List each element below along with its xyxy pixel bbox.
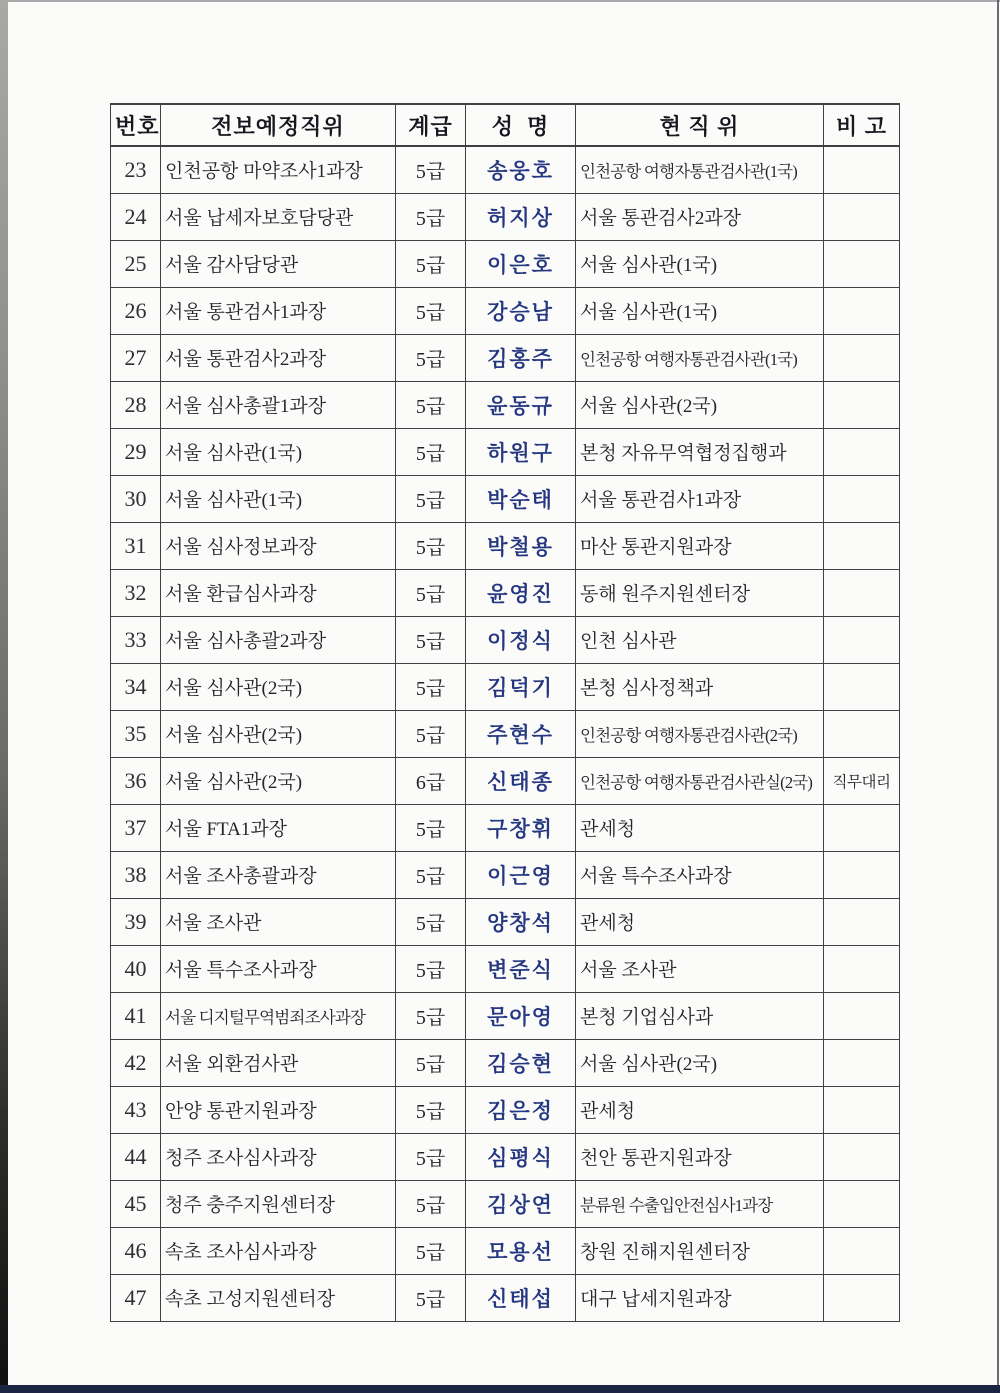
cell-note: 직무대리 — [824, 757, 900, 804]
cell-new-position: 서울 조사총괄과장 — [161, 851, 396, 898]
cell-no: 44 — [111, 1133, 161, 1180]
cell-name: 주현수 — [466, 710, 576, 757]
cell-rank: 5급 — [396, 1133, 466, 1180]
table-row — [111, 992, 900, 1039]
cell-current-position: 창원 진해지원센터장 — [576, 1227, 824, 1274]
cell-new-position: 서울 통관검사1과장 — [161, 287, 396, 334]
cell-name: 문아영 — [466, 992, 576, 1039]
table-row — [111, 1274, 900, 1321]
table-row — [111, 146, 900, 193]
cell-new-position: 안양 통관지원과장 — [161, 1086, 396, 1133]
cell-note — [824, 945, 900, 992]
table-row — [111, 710, 900, 757]
cell-rank: 5급 — [396, 851, 466, 898]
cell-current-position: 서울 심사관(2국) — [576, 381, 824, 428]
cell-note — [824, 616, 900, 663]
cell-note — [824, 569, 900, 616]
table-row — [111, 1227, 900, 1274]
cell-current-position: 서울 통관검사2과장 — [576, 193, 824, 240]
cell-note — [824, 193, 900, 240]
cell-current-position: 관세청 — [576, 898, 824, 945]
cell-name: 양창석 — [466, 898, 576, 945]
cell-note — [824, 851, 900, 898]
cell-name: 강승남 — [466, 287, 576, 334]
cell-new-position: 서울 심사관(2국) — [161, 663, 396, 710]
cell-note — [824, 240, 900, 287]
cell-name: 변준식 — [466, 945, 576, 992]
cell-new-position: 서울 심사총괄2과장 — [161, 616, 396, 663]
cell-new-position: 청주 조사심사과장 — [161, 1133, 396, 1180]
scan-edge-bottom — [0, 1385, 1000, 1393]
cell-rank: 5급 — [396, 240, 466, 287]
cell-name: 김승현 — [466, 1039, 576, 1086]
cell-note — [824, 1180, 900, 1227]
cell-rank: 5급 — [396, 428, 466, 475]
cell-name: 김은정 — [466, 1086, 576, 1133]
cell-note — [824, 992, 900, 1039]
cell-no: 27 — [111, 334, 161, 381]
cell-note — [824, 1274, 900, 1321]
cell-current-position: 인천공항 여행자통관검사관(1국) — [576, 146, 824, 193]
cell-rank: 5급 — [396, 663, 466, 710]
cell-no: 47 — [111, 1274, 161, 1321]
cell-rank: 5급 — [396, 522, 466, 569]
table-row — [111, 1039, 900, 1086]
cell-no: 46 — [111, 1227, 161, 1274]
cell-rank: 5급 — [396, 710, 466, 757]
table-row — [111, 381, 900, 428]
table-row — [111, 334, 900, 381]
cell-no: 43 — [111, 1086, 161, 1133]
cell-note — [824, 663, 900, 710]
cell-current-position: 서울 심사관(2국) — [576, 1039, 824, 1086]
cell-current-position: 서울 심사관(1국) — [576, 287, 824, 334]
cell-name: 윤동규 — [466, 381, 576, 428]
cell-no: 42 — [111, 1039, 161, 1086]
cell-current-position: 서울 통관검사1과장 — [576, 475, 824, 522]
column-header-current-position: 현 직 위 — [576, 104, 824, 146]
table-row — [111, 240, 900, 287]
cell-rank: 5급 — [396, 287, 466, 334]
cell-new-position: 속초 조사심사과장 — [161, 1227, 396, 1274]
cell-no: 34 — [111, 663, 161, 710]
cell-name: 윤영진 — [466, 569, 576, 616]
table-row — [111, 1133, 900, 1180]
cell-current-position: 인천공항 여행자통관검사관(1국) — [576, 334, 824, 381]
cell-rank: 5급 — [396, 475, 466, 522]
cell-note — [824, 522, 900, 569]
cell-rank: 6급 — [396, 757, 466, 804]
cell-note — [824, 381, 900, 428]
cell-new-position: 서울 디지털무역범죄조사과장 — [161, 992, 396, 1039]
cell-rank: 5급 — [396, 193, 466, 240]
table-header-row — [111, 104, 900, 146]
cell-no: 24 — [111, 193, 161, 240]
cell-rank: 5급 — [396, 1039, 466, 1086]
cell-name: 송웅호 — [466, 146, 576, 193]
cell-current-position: 인천공항 여행자통관검사관실(2국) — [576, 757, 824, 804]
column-header-new-position: 전보예정직위 — [161, 104, 396, 146]
cell-name: 이은호 — [466, 240, 576, 287]
table-row — [111, 945, 900, 992]
table-row — [111, 475, 900, 522]
cell-new-position: 서울 FTA1과장 — [161, 804, 396, 851]
cell-name: 박철용 — [466, 522, 576, 569]
cell-note — [824, 1039, 900, 1086]
cell-name: 김홍주 — [466, 334, 576, 381]
cell-no: 30 — [111, 475, 161, 522]
cell-rank: 5급 — [396, 898, 466, 945]
cell-note — [824, 1086, 900, 1133]
cell-new-position: 속초 고성지원센터장 — [161, 1274, 396, 1321]
cell-new-position: 서울 환급심사과장 — [161, 569, 396, 616]
cell-no: 40 — [111, 945, 161, 992]
cell-note — [824, 898, 900, 945]
cell-current-position: 서울 특수조사과장 — [576, 851, 824, 898]
cell-current-position: 천안 통관지원과장 — [576, 1133, 824, 1180]
cell-no: 33 — [111, 616, 161, 663]
cell-current-position: 동해 원주지원센터장 — [576, 569, 824, 616]
cell-new-position: 서울 심사관(1국) — [161, 428, 396, 475]
cell-rank: 5급 — [396, 945, 466, 992]
cell-rank: 5급 — [396, 381, 466, 428]
column-header-no: 번호 — [111, 104, 161, 146]
cell-no: 36 — [111, 757, 161, 804]
table-row — [111, 522, 900, 569]
cell-current-position: 본청 기업심사과 — [576, 992, 824, 1039]
cell-note — [824, 428, 900, 475]
cell-name: 박순태 — [466, 475, 576, 522]
scan-edge-left — [0, 0, 8, 1393]
cell-rank: 5급 — [396, 804, 466, 851]
table-row — [111, 1086, 900, 1133]
cell-new-position: 청주 충주지원센터장 — [161, 1180, 396, 1227]
table-row — [111, 428, 900, 475]
cell-name: 모용선 — [466, 1227, 576, 1274]
table-row — [111, 663, 900, 710]
cell-no: 31 — [111, 522, 161, 569]
personnel-transfer-table — [110, 103, 900, 1322]
cell-name: 김덕기 — [466, 663, 576, 710]
cell-no: 25 — [111, 240, 161, 287]
cell-new-position: 서울 심사정보과장 — [161, 522, 396, 569]
cell-name: 신태종 — [466, 757, 576, 804]
cell-current-position: 본청 심사정책과 — [576, 663, 824, 710]
table-row — [111, 851, 900, 898]
scan-edge-top — [0, 0, 1000, 2]
table-row — [111, 616, 900, 663]
cell-name: 하원구 — [466, 428, 576, 475]
cell-new-position: 서울 조사관 — [161, 898, 396, 945]
cell-current-position: 서울 조사관 — [576, 945, 824, 992]
cell-note — [824, 1133, 900, 1180]
cell-rank: 5급 — [396, 334, 466, 381]
cell-new-position: 서울 통관검사2과장 — [161, 334, 396, 381]
cell-note — [824, 146, 900, 193]
cell-new-position: 서울 감사담당관 — [161, 240, 396, 287]
cell-note — [824, 475, 900, 522]
cell-no: 32 — [111, 569, 161, 616]
cell-rank: 5급 — [396, 569, 466, 616]
cell-no: 29 — [111, 428, 161, 475]
cell-no: 41 — [111, 992, 161, 1039]
cell-no: 28 — [111, 381, 161, 428]
cell-new-position: 서울 심사관(2국) — [161, 757, 396, 804]
table-row — [111, 898, 900, 945]
cell-current-position: 관세청 — [576, 1086, 824, 1133]
table-row — [111, 569, 900, 616]
cell-new-position: 서울 심사관(2국) — [161, 710, 396, 757]
cell-name: 심평식 — [466, 1133, 576, 1180]
cell-new-position: 서울 심사총괄1과장 — [161, 381, 396, 428]
cell-current-position: 인천 심사관 — [576, 616, 824, 663]
cell-rank: 5급 — [396, 1274, 466, 1321]
cell-current-position: 관세청 — [576, 804, 824, 851]
cell-new-position: 인천공항 마약조사1과장 — [161, 146, 396, 193]
cell-rank: 5급 — [396, 146, 466, 193]
cell-no: 37 — [111, 804, 161, 851]
cell-no: 45 — [111, 1180, 161, 1227]
table-row — [111, 1180, 900, 1227]
table-row — [111, 287, 900, 334]
cell-new-position: 서울 특수조사과장 — [161, 945, 396, 992]
cell-name: 김상연 — [466, 1180, 576, 1227]
cell-rank: 5급 — [396, 992, 466, 1039]
cell-current-position: 마산 통관지원과장 — [576, 522, 824, 569]
table-row — [111, 193, 900, 240]
cell-name: 구창휘 — [466, 804, 576, 851]
cell-current-position: 분류원 수출입안전심사1과장 — [576, 1180, 824, 1227]
cell-rank: 5급 — [396, 616, 466, 663]
cell-new-position: 서울 외환검사관 — [161, 1039, 396, 1086]
column-header-name: 성 명 — [466, 104, 576, 146]
cell-no: 26 — [111, 287, 161, 334]
cell-no: 38 — [111, 851, 161, 898]
cell-no: 39 — [111, 898, 161, 945]
column-header-rank: 계급 — [396, 104, 466, 146]
cell-name: 이정식 — [466, 616, 576, 663]
cell-note — [824, 334, 900, 381]
cell-rank: 5급 — [396, 1086, 466, 1133]
cell-no: 35 — [111, 710, 161, 757]
cell-name: 신태섭 — [466, 1274, 576, 1321]
cell-note — [824, 287, 900, 334]
cell-no: 23 — [111, 146, 161, 193]
scan-edge-right — [997, 0, 999, 1393]
cell-current-position: 대구 납세지원과장 — [576, 1274, 824, 1321]
cell-note — [824, 804, 900, 851]
table-row — [111, 804, 900, 851]
cell-new-position: 서울 심사관(1국) — [161, 475, 396, 522]
table-row — [111, 757, 900, 804]
cell-note — [824, 1227, 900, 1274]
cell-rank: 5급 — [396, 1180, 466, 1227]
cell-current-position: 서울 심사관(1국) — [576, 240, 824, 287]
column-header-note: 비 고 — [824, 104, 900, 146]
cell-current-position: 본청 자유무역협정집행과 — [576, 428, 824, 475]
cell-rank: 5급 — [396, 1227, 466, 1274]
cell-new-position: 서울 납세자보호담당관 — [161, 193, 396, 240]
cell-note — [824, 710, 900, 757]
cell-name: 이근영 — [466, 851, 576, 898]
cell-name: 허지상 — [466, 193, 576, 240]
cell-current-position: 인천공항 여행자통관검사관(2국) — [576, 710, 824, 757]
